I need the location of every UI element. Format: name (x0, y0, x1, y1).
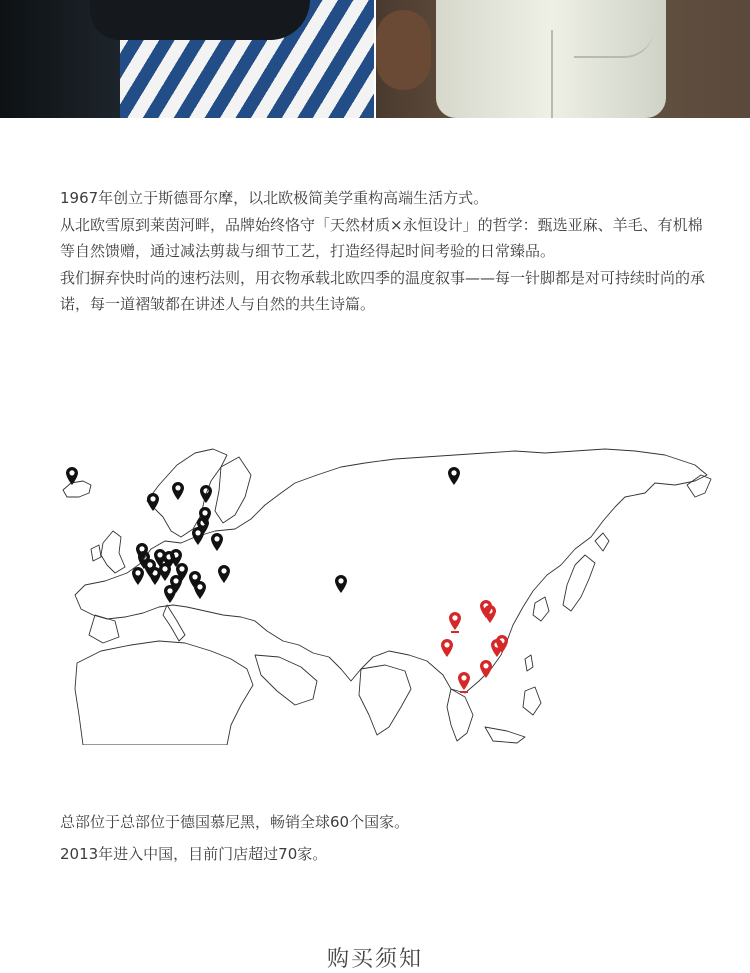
map-pin-icon (194, 581, 206, 599)
store-pins-china (441, 600, 508, 693)
map-pin-icon (159, 563, 171, 581)
map-pin-icon (449, 612, 461, 630)
map-pin-icon (211, 533, 223, 551)
world-map-outline (55, 445, 715, 745)
product-photo-striped-apron (0, 0, 374, 118)
map-pin-icon (484, 605, 496, 623)
map-pin-icon (441, 639, 453, 657)
brand-intro (60, 185, 710, 318)
store-pins-europe (66, 467, 460, 603)
map-pin-icon (200, 485, 212, 503)
map-pin-icon (192, 527, 204, 545)
map-pin-icon (448, 467, 460, 485)
pin-shadow (451, 631, 459, 633)
map-pin-icon (335, 575, 347, 593)
intro-line-sustainability: 我们摒弃快时尚的速朽法则，用衣物承载北欧四季的温度叙事——每一针脚都是对可持续时尚的承诺，每一道褶皱都在讲述人与自然的共生诗篇。 (60, 268, 706, 313)
map-pin-icon (164, 585, 176, 603)
map-pin-icon (458, 672, 470, 690)
product-photo-light-trousers (376, 0, 750, 118)
hq-location-line: 总部位于总部位于德国慕尼黑，畅销全球60个国家。 (60, 813, 410, 831)
china-entry-line: 2013年进入中国，目前门店超过70家。 (60, 845, 328, 863)
map-pin-icon (172, 482, 184, 500)
purchase-notice-title: 购买须知 (326, 947, 423, 972)
map-pin-icon (199, 507, 211, 525)
map-pin-icon (147, 493, 159, 511)
hero-photo-strip (0, 0, 750, 118)
intro-line-philosophy: 从北欧雪原到莱茵河畔，品牌始终恪守「天然材质×永恒设计」的哲学：甄选亚麻、羊毛、有机棉等自然馈赠，通过减法剪裁与细节工艺，打造经得起时间考验的日常臻品。 (60, 215, 703, 260)
pin-shadow (460, 691, 468, 693)
map-pin-icon (132, 567, 144, 585)
map-pin-icon (218, 565, 230, 583)
intro-line-founding: 1967年创立于斯德哥尔摩，以北欧极简美学重构高端生活方式。 (60, 189, 489, 207)
map-pin-icon (170, 575, 182, 593)
store-location-map (55, 445, 715, 745)
map-pin-icon (480, 660, 492, 678)
company-info (60, 806, 710, 870)
